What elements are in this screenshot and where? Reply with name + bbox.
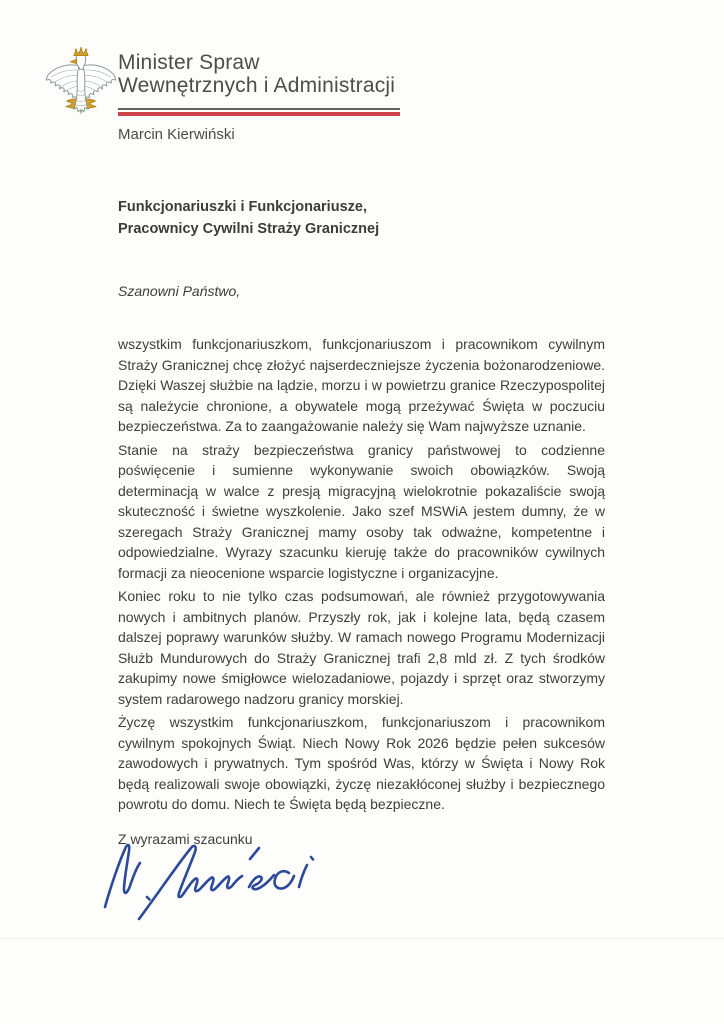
addressee-line2: Pracownicy Cywilni Straży Granicznej — [118, 221, 380, 237]
paragraph-1: wszystkim funkcjonariuszkom, funkcjonariuszom i pracownikom cywilnym Straży Granicznej chcę złożyć najserdeczniejsze życzenia bożonarodzeniowe. Dzięki Waszej służbie na lądzie, morzu i w powietrzu granice Rzeczypospolitej są należycie chronione, a obywatele mogą przeżywać Święta w poczuciu bezpieczeństwa. Za to zaangażowanie należy się Wam najwyższe uznanie. — [118, 336, 605, 434]
scan-artifact-line — [0, 938, 724, 939]
header-rule — [118, 108, 400, 116]
header-rule-gray — [118, 108, 400, 110]
addressee-line1: Funkcjonariuszki i Funkcjonariusze, — [118, 199, 367, 215]
paragraph-2: Stanie na straży bezpieczeństwa granicy państwowej to codzienne poświęcenie i sumienne wykonywanie swoich obowiązków. Swoją determinacją w walce z presją migracyjną wielokrotnie pokazaliście swoją skuteczność i świetne wyszkolenie. Jako szef MSWiA jestem dumny, że w szeregach Straży Granicznej mamy osoby tak odważne, kompetentne i odpowiedzialne. Wyrazy szacunku kieruję także do pracowników cywilnych formacji za nieocenione wsparcie logistyczne i organizacyjne. — [118, 441, 605, 581]
addressee-heading — [118, 196, 605, 240]
greeting: Szanowni Państwo, — [118, 283, 241, 299]
letter-body — [118, 196, 605, 849]
ministry-title-line1: Minister Spraw — [118, 51, 260, 74]
ministry-title — [118, 51, 395, 97]
paragraph-3: Koniec roku to nie tylko czas podsumowań, ale również przygotowywania nowych i ambitnych planów. Przyszły rok, jak i kolejne lata, będą czasem dalszej poprawy warunków służby. W ramach nowego Programu Modernizacji Służb Mundurowych do Straży Granicznej trafi 2,8 mld zł. Z tych środków zakupimy nowe śmigłowce wielozadaniowe, pojazdy i sprzęt oraz stworzymy system radarowego nadzoru granicy morskiej. — [118, 588, 605, 707]
paragraphs — [118, 334, 605, 815]
ministry-title-line2: Wewnętrznych i Administracji — [118, 74, 396, 97]
polish-eagle-emblem-icon — [45, 46, 117, 123]
header-rule-red — [118, 112, 400, 116]
minister-name: Marcin Kierwiński — [118, 126, 235, 143]
handwritten-signature — [99, 839, 337, 921]
paragraph-4: Życzę wszystkim funkcjonariuszkom, funkcjonariuszom i pracownikom cywilnym spokojnych Świąt. Niech Nowy Rok 2026 będzie pełen sukcesów zawodowych i prywatnych. Tym spośród Was, którzy w Święta i Nowy Rok będą realizowali swoje obowiązki, życzę niezakłóconej służby i bezpiecznego powrotu do domu. Niech te Święta będą bezpieczne. — [118, 714, 605, 812]
closing-line: Z wyrazami szacunku — [118, 830, 253, 847]
